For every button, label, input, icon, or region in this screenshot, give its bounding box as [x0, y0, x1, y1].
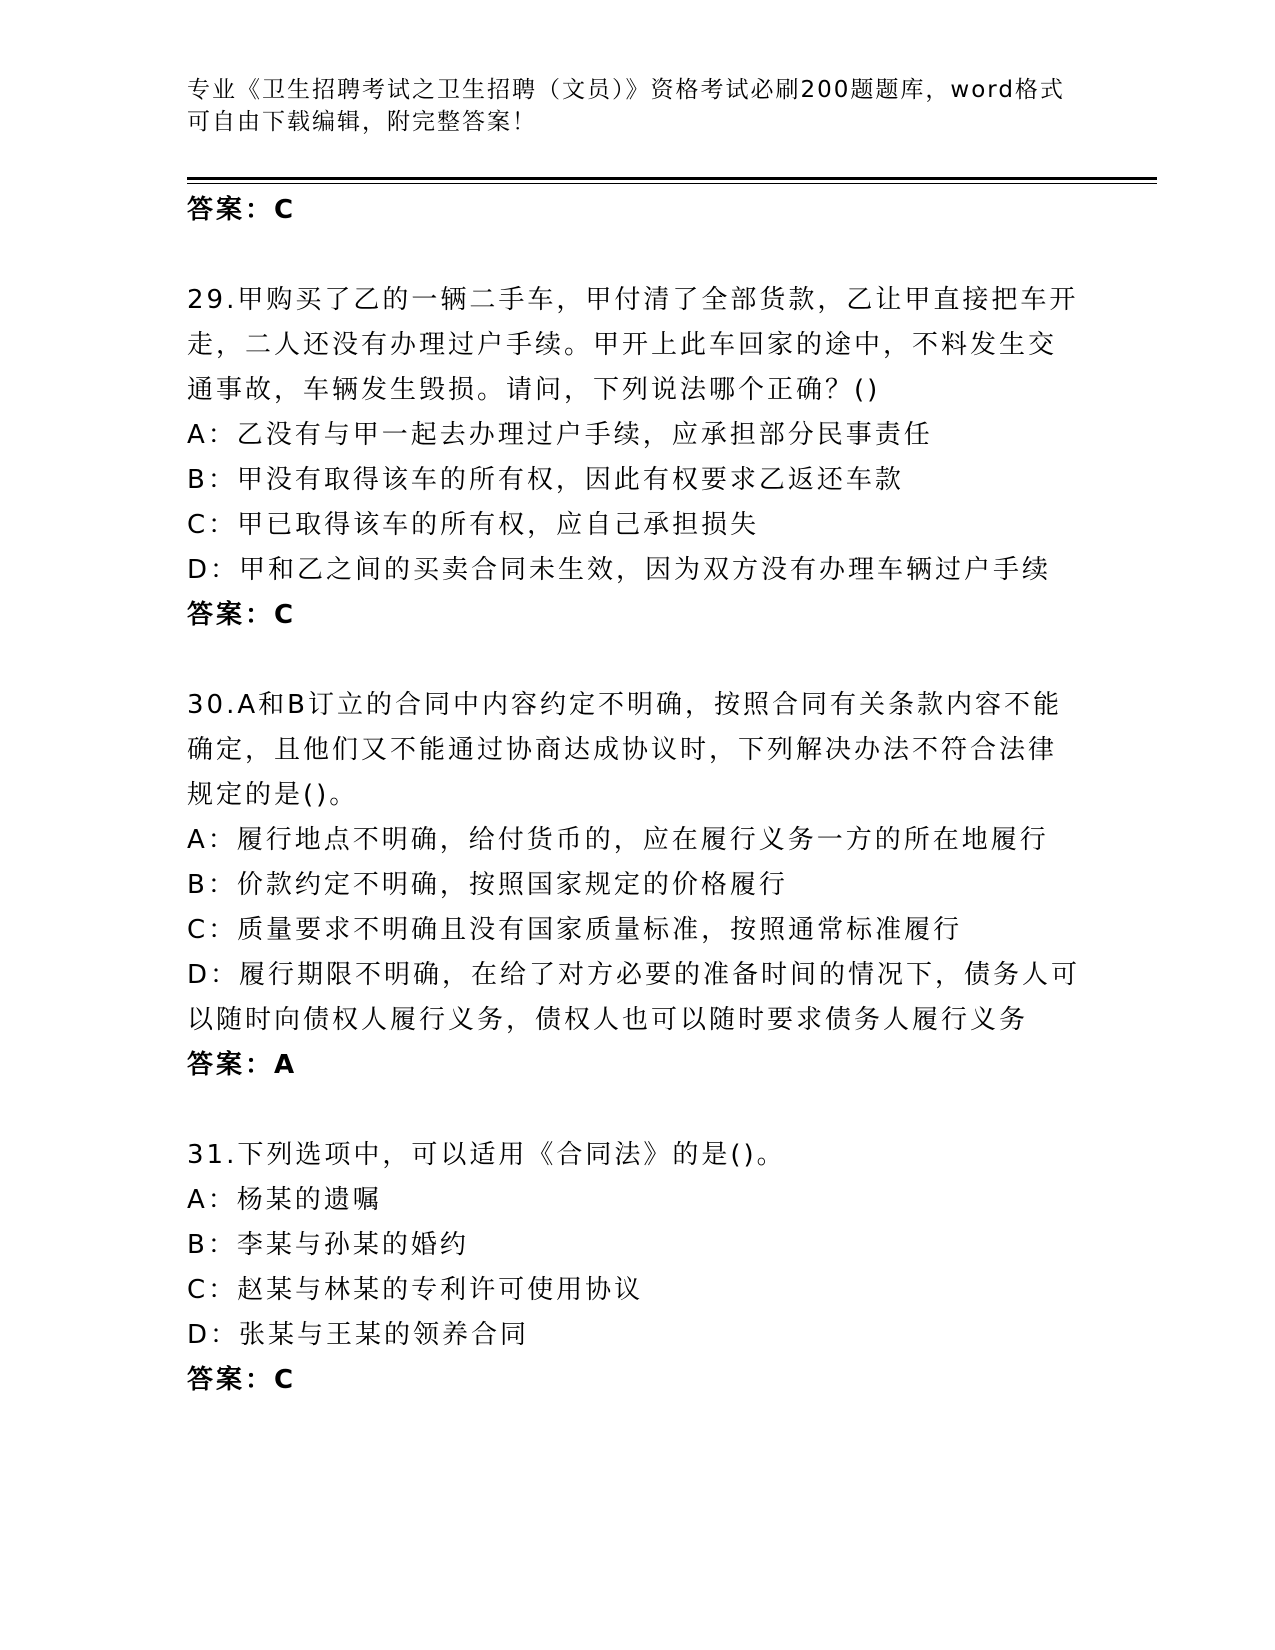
question-stem-line: 31.下列选项中，可以适用《合同法》的是()。	[187, 1140, 786, 1170]
header-line: 专业《卫生招聘考试之卫生招聘（文员）》资格考试必刷200题题库，word格式	[187, 77, 1065, 103]
question-30	[187, 683, 1087, 1088]
answer: 答案：C	[187, 1365, 297, 1395]
option-d-continued: 以随时向债权人履行义务，债权人也可以随时要求债务人履行义务	[187, 1005, 1029, 1035]
question-list	[187, 188, 1087, 1403]
question-stem-line: 确定，且他们又不能通过协商达成协议时，下列解决办法不符合法律	[187, 735, 1058, 765]
option-a: A：履行地点不明确，给付货币的，应在履行义务一方的所在地履行	[187, 825, 1049, 855]
option-b: B：李某与孙某的婚约	[187, 1230, 469, 1260]
header-divider-thin	[187, 183, 1157, 184]
document-header	[187, 74, 1087, 138]
question-29	[187, 278, 1087, 638]
option-a: A：乙没有与甲一起去办理过户手续，应承担部分民事责任	[187, 420, 933, 450]
option-c: C：甲已取得该车的所有权，应自己承担损失	[187, 510, 760, 540]
option-b: B：甲没有取得该车的所有权，因此有权要求乙返还车款	[187, 465, 904, 495]
question-stem-line: 30.A和B订立的合同中内容约定不明确，按照合同有关条款内容不能	[187, 690, 1062, 720]
option-a: A：杨某的遗嘱	[187, 1185, 382, 1215]
question-31	[187, 1133, 1087, 1403]
answer: 答案：A	[187, 1050, 298, 1080]
option-c: C：赵某与林某的专利许可使用协议	[187, 1275, 644, 1305]
option-c: C：质量要求不明确且没有国家质量标准，按照通常标准履行	[187, 915, 963, 945]
option-b: B：价款约定不明确，按照国家规定的价格履行	[187, 870, 788, 900]
question-stem-line: 29.甲购买了乙的一辆二手车，甲付清了全部货款，乙让甲直接把车开	[187, 285, 1079, 315]
option-d: D：甲和乙之间的买卖合同未生效，因为双方没有办理车辆过户手续	[187, 555, 1052, 585]
previous-answer: 答案：C	[187, 195, 297, 225]
header-divider-thick	[187, 177, 1157, 180]
option-d: D：履行期限不明确，在给了对方必要的准备时间的情况下，债务人可	[187, 960, 1081, 990]
option-d: D：张某与王某的领养合同	[187, 1320, 530, 1350]
spacer	[187, 1088, 1087, 1133]
header-line: 可自由下载编辑，附完整答案！	[187, 109, 537, 135]
answer: 答案：C	[187, 600, 297, 630]
spacer	[187, 638, 1087, 683]
question-stem-line: 通事故，车辆发生毁损。请问，下列说法哪个正确？()	[187, 375, 881, 405]
question-stem-line: 走，二人还没有办理过户手续。甲开上此车回家的途中，不料发生交	[187, 330, 1058, 360]
spacer	[187, 233, 1087, 278]
question-stem-line: 规定的是()。	[187, 780, 359, 810]
